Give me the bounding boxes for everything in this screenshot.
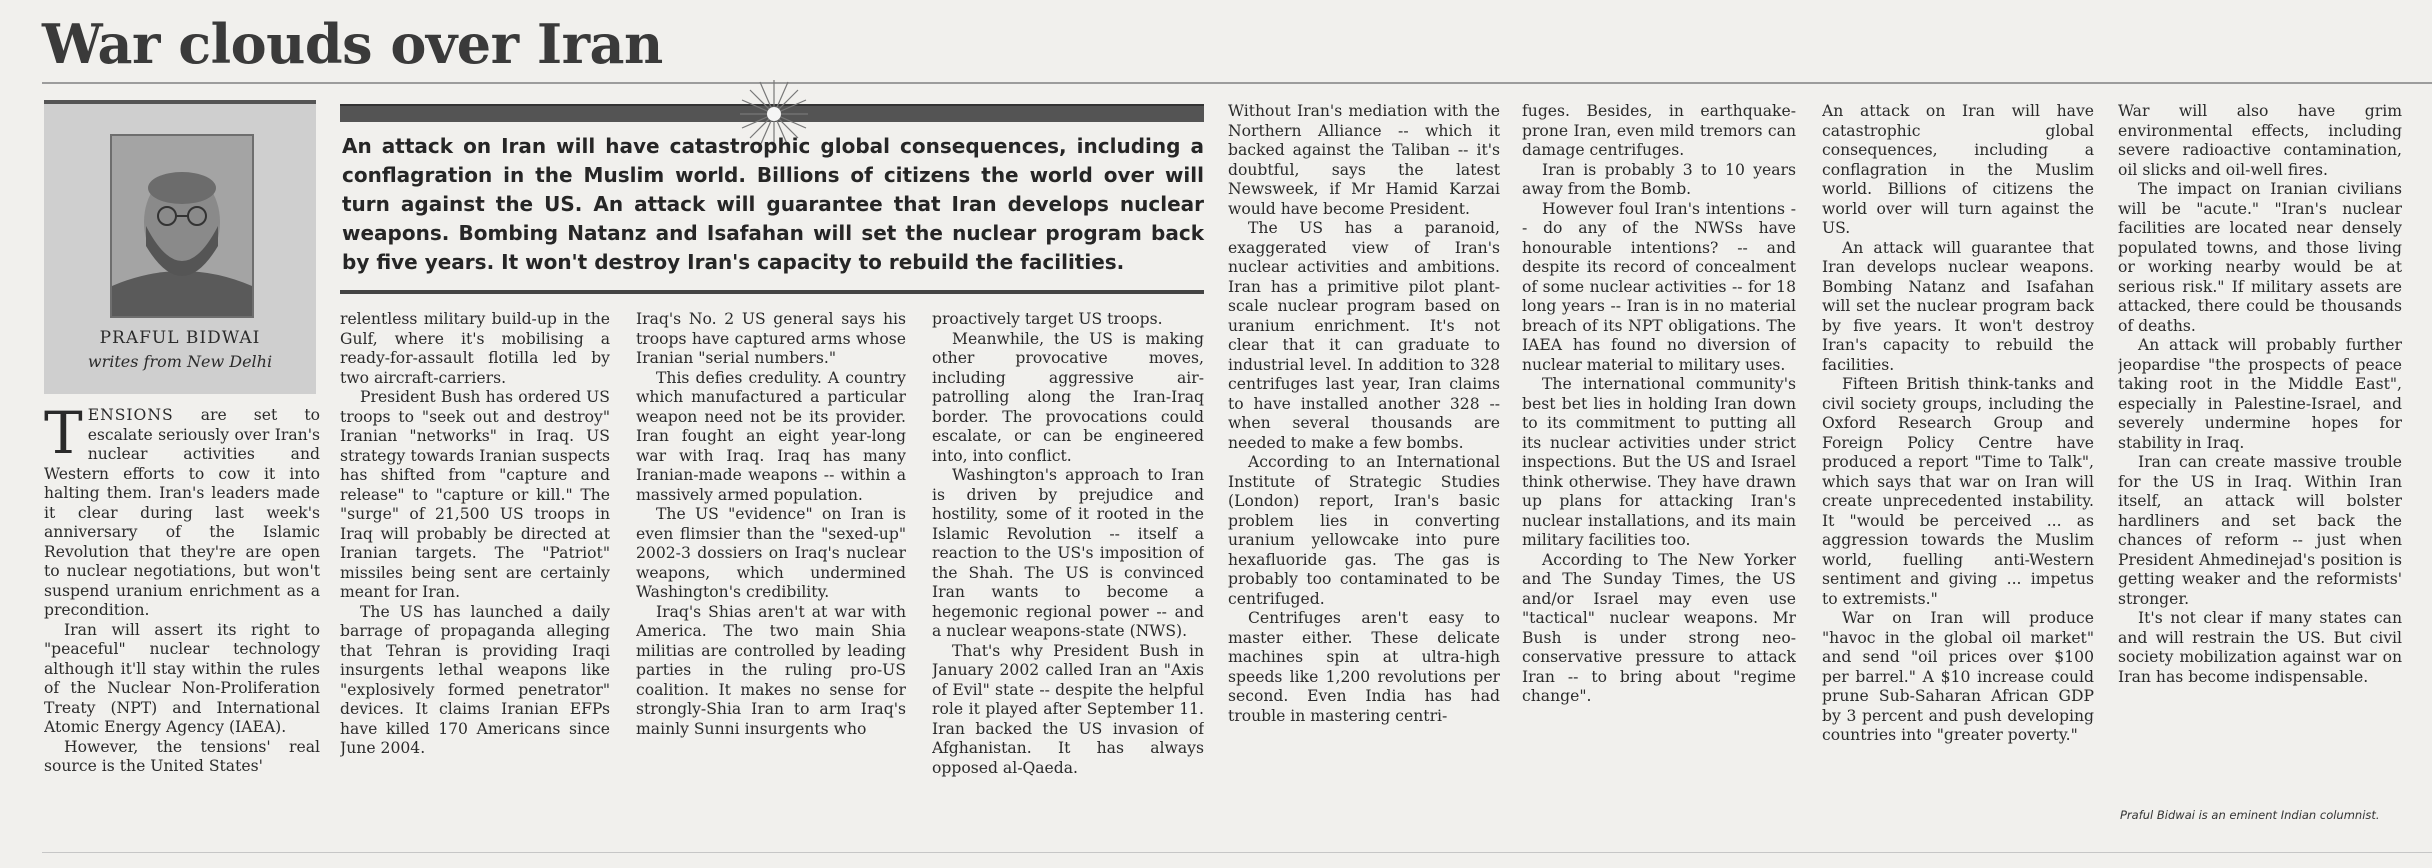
lead-word: ENSIONS [87,406,174,424]
article-paragraph: According to an International Institute of Strategic Studies (London) report, Iran's basic problem lies in converting uranium yellowcake into pure hexafluoride gas. The gas is probably too contaminated to be centrifuged. [1228,453,1500,608]
author-name: PRAFUL BIDWAI [99,328,261,348]
article-column-4 [932,310,1204,846]
article-column-8 [2118,102,2402,802]
deck-rule [340,290,1204,294]
author-credit: Praful Bidwai is an eminent Indian columnist. [2120,808,2380,822]
article-paragraph: An attack on Iran will have catastrophic global consequences, including a conflagration in the Muslim world. Billions of citizens the world over will turn against the US. [1822,102,2094,237]
dropcap: T [44,406,83,467]
article-paragraph: Iraq's No. 2 US general says his troops have captured arms whose Iranian "serial numbers." [636,310,906,367]
article-paragraph: An attack will guarantee that Iran develops nuclear weapons. Bombing Natanz and Isafahan will set the nuclear program back by five years. It won't destroy Iran's capacity to rebuild the facilities. [1822,238,2094,374]
article-paragraph: Iran is probably 3 to 10 years away from the Bomb. [1522,160,1796,198]
article-paragraph: Centrifuges aren't easy to master either. These delicate machines spin at ultra-high speeds like 1,200 revolutions per second. Even India has had trouble in mastering centri- [1228,609,1500,725]
article-paragraph: Iran can create massive trouble for the US in Iraq. Within Iran itself, an attack will bolster hardliners and set back the chances of reform -- just when President Ahmedinejad's position is getting weaker and the reformists' stronger. [2118,453,2402,608]
article-paragraph: Fifteen British think-tanks and civil society groups, including the Oxford Research Group and Foreign Policy Centre have produced a report "Time to Talk", which says that war on Iran will create unprecedented instability. It "would be perceived ... as aggression towards the Muslim world, fuelling anti-Western sentiment and giving ... impetus to extremists." [1822,375,2094,608]
article-column-3 [636,310,906,846]
article-paragraph: War on Iran will produce "havoc in the global oil market" and send "oil prices over $100 per barrel." A $10 increase could prune Sub-Saharan African GDP by 3 percent and push developing countries into "greater poverty." [1822,609,2094,744]
deck: An attack on Iran will have catastrophic global consequences, including a conflagration in the Muslim world. Billions of citizens the world over will turn against the US. An attack will guarantee that Iran develops nuclear weapons. Bombing Natanz and Isafahan will set the nuclear program back by five years. It won't destroy Iran's capacity to rebuild the facilities. [342,134,1204,274]
article-paragraph: Without Iran's mediation with the Northern Alliance -- which it backed against the Taliban -- it's doubtful, says the latest Newsweek, if Mr Hamid Karzai would have become President. [1228,102,1500,218]
article-paragraph: War will also have grim environmental effects, including severe radioactive contamination, oil slicks and oil-well fires. [2118,102,2402,179]
paragraph-text: are set to escalate seriously over Iran's nuclear activities and Western efforts to cow it into halting them. Iran's leaders made it clear during last week's anniversary of the Islamic Revolution that they're are open to nuclear negotiations, but won't suspend uranium enrichment as a precondition. [44,406,320,619]
article-paragraph: However, the tensions' real source is the United States' [44,737,320,775]
article-paragraph: That's why President Bush in January 2002 called Iran an "Axis of Evil" state -- despite the helpful role it played after September 11. Iran backed the US invasion of Afghanistan. It has always opposed al-Qaeda. [932,641,1204,777]
article-paragraph: Washington's approach to Iran is driven by prejudice and hostility, some of it rooted in the Islamic Revolution -- itself a reaction to the US's imposition of the Shah. The US is convinced Iran wants to become a hegemonic regional power -- and a nuclear weapons-state (NWS). [932,466,1204,640]
article-paragraph: An attack will probably further jeopardise "the prospects of peace taking root in the Middle East", especially in Palestine-Israel, and severely undermine hopes for stability in Iraq. [2118,336,2402,452]
article-paragraph: proactively target US troops. [932,310,1163,328]
article-column-5 [1228,102,1500,846]
author-dateline: writes from New Delhi [87,352,273,371]
article-paragraph: relentless military build-up in the Gulf, where it's mobilising a ready-for-assault flotilla led by two aircraft-carriers. [340,310,610,387]
article-column-1 [44,406,320,846]
article-column-2 [340,310,610,846]
article-paragraph: fuges. Besides, in earthquake-prone Iran, even mild tremors can damage centrifuges. [1522,102,1796,159]
article-paragraph: The US "evidence" on Iran is even flimsier than the "sexed-up" 2002-3 dossiers on Iraq's nuclear weapons, which undermined Washington's credibility. [636,505,906,601]
article-column-7 [1822,102,2094,846]
article-paragraph: The impact on Iranian civilians will be "acute." "Iran's nuclear facilities are located near densely populated towns, and those living or working nearby would be at serious risk." If military assets are attacked, there could be thousands of deaths. [2118,180,2402,335]
bottom-rule [42,852,2432,853]
article-paragraph: The US has launched a daily barrage of propaganda alleging that Tehran is providing Iraqi insurgents lethal weapons like "explosively formed penetrator" devices. It claims Iranian EFPs have killed 170 Americans since June 2004. [340,602,610,757]
article-paragraph [44,406,320,621]
article-paragraph: However foul Iran's intentions -- do any of the NWSs have honourable intentions? -- and despite its record of concealment of some nuclear activities -- for 18 long years -- Iran is in no material breach of its NPT obligations. The IAEA has found no diversion of nuclear material to military uses. [1522,199,1796,374]
author-box [44,100,316,394]
article-paragraph: President Bush has ordered US troops to "seek out and destroy" Iranian "networks" in Iraq. US strategy towards Iranian suspects has shifted from "capture and release" to "capture or kill." The "surge" of 21,500 US troops in Iraq will probably be directed at Iranian targets. The "Patriot" missiles being sent are certainly meant for Iran. [340,388,610,601]
article-paragraph: Iran will assert its right to "peaceful" nuclear technology although it'll stay within the rules of the Nuclear Non-Proliferation Treaty (NPT) and International Atomic Energy Agency (IAEA). [44,620,320,736]
headline: War clouds over Iran [42,12,663,76]
article-paragraph: It's not clear if many states can and will restrain the US. But civil society mobilization against war on Iran has become indispensable. [2118,609,2402,686]
top-rule [42,82,2432,84]
article-paragraph: This defies credulity. A country which manufactured a particular weapon need not be its provider. Iran fought an eight year-long war with Iraq. Iraq has many Iranian-made weapons -- within a massively armed population. [636,368,906,504]
article-paragraph: Meanwhile, the US is making other provocative moves, including aggressive air-patrolling along the Iran-Iraq border. The provocations could escalate, or can be engineered into, into conflict. [932,329,1204,465]
author-photo [110,134,254,318]
article-paragraph: According to The New Yorker and The Sunday Times, the US and/or Israel may even use "tactical" nuclear weapons. Mr Bush is under strong neo-conservative pressure to attack Iran -- to bring about "regime change". [1522,550,1796,705]
article-paragraph: Iraq's Shias aren't at war with America. The two main Shia militias are controlled by leading parties in the ruling pro-US coalition. It makes no sense for strongly-Shia Iran to arm Iraq's mainly Sunni insurgents who [636,602,906,738]
article-paragraph: The US has a paranoid, exaggerated view of Iran's nuclear activities and ambitions. Iran has a primitive pilot plant-scale nuclear program based on uranium enrichment. It's not clear that it can graduate to industrial level. In addition to 328 centrifuges last year, Iran claims to have installed another 328 -- when several thousands are needed to make a few bombs. [1228,219,1500,452]
article-column-6 [1522,102,1796,846]
article-paragraph: The international community's best bet lies in holding Iran down to its commitment to putting all its nuclear activities under strict inspections. But the US and Israel think otherwise. They have drawn up plans for attacking Iran's nuclear installations, and its main military facilities too. [1522,375,1796,549]
